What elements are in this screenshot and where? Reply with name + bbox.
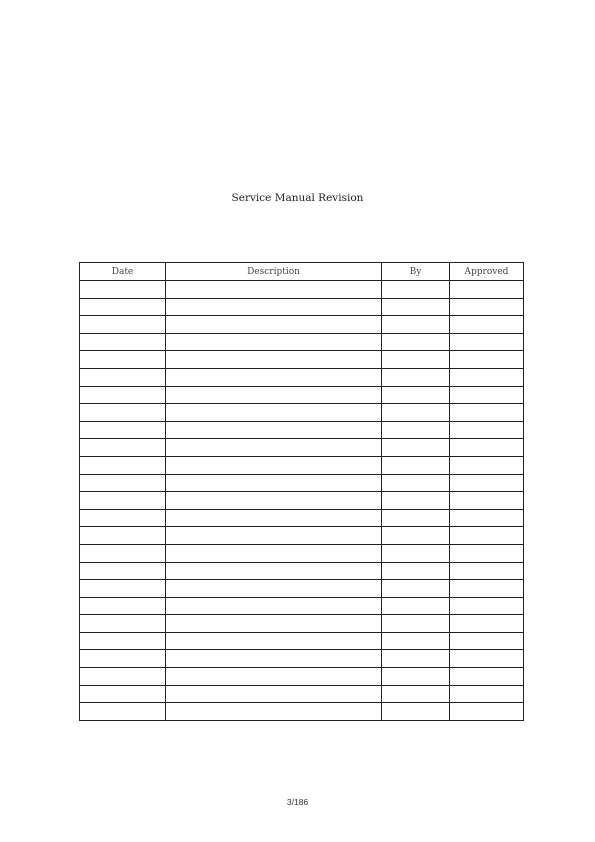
- description-cell: [166, 632, 382, 650]
- description-cell: [166, 421, 382, 439]
- description-cell: [166, 668, 382, 686]
- approved-cell: [450, 474, 524, 492]
- by-cell: [382, 632, 450, 650]
- by-cell: [382, 439, 450, 457]
- description-cell: [166, 685, 382, 703]
- table-row: [80, 456, 524, 474]
- date-cell: [80, 298, 166, 316]
- table-row: [80, 597, 524, 615]
- date-cell: [80, 597, 166, 615]
- approved-cell: [450, 509, 524, 527]
- approved-cell: [450, 404, 524, 422]
- approved-cell: [450, 668, 524, 686]
- date-cell: [80, 527, 166, 545]
- table-header: [80, 263, 524, 281]
- approved-cell: [450, 368, 524, 386]
- table-row: [80, 421, 524, 439]
- approved-cell: [450, 333, 524, 351]
- approved-cell: [450, 527, 524, 545]
- date-cell: [80, 632, 166, 650]
- description-cell: [166, 562, 382, 580]
- date-cell: [80, 580, 166, 598]
- date-cell: [80, 615, 166, 633]
- date-cell: [80, 368, 166, 386]
- description-cell: [166, 298, 382, 316]
- approved-cell: [450, 562, 524, 580]
- table-row: [80, 544, 524, 562]
- date-cell: [80, 351, 166, 369]
- approved-cell: [450, 298, 524, 316]
- by-cell: [382, 703, 450, 721]
- date-cell: [80, 421, 166, 439]
- approved-cell: [450, 492, 524, 510]
- by-cell: [382, 281, 450, 299]
- by-cell: [382, 298, 450, 316]
- table-body: [80, 281, 524, 721]
- approved-cell: [450, 456, 524, 474]
- table-row: [80, 368, 524, 386]
- by-cell: [382, 333, 450, 351]
- date-cell: [80, 668, 166, 686]
- date-cell: [80, 386, 166, 404]
- description-cell: [166, 333, 382, 351]
- date-cell: [80, 439, 166, 457]
- header-description: Description: [166, 263, 382, 281]
- approved-cell: [450, 421, 524, 439]
- page-number: 3/186: [286, 797, 309, 807]
- table-row: [80, 474, 524, 492]
- table-row: [80, 492, 524, 510]
- table-row: [80, 650, 524, 668]
- date-cell: [80, 316, 166, 334]
- by-cell: [382, 615, 450, 633]
- approved-cell: [450, 351, 524, 369]
- by-cell: [382, 685, 450, 703]
- approved-cell: [450, 544, 524, 562]
- table-row: [80, 404, 524, 422]
- table-row: [80, 351, 524, 369]
- by-cell: [382, 421, 450, 439]
- table-row: [80, 632, 524, 650]
- description-cell: [166, 351, 382, 369]
- by-cell: [382, 368, 450, 386]
- approved-cell: [450, 632, 524, 650]
- approved-cell: [450, 597, 524, 615]
- by-cell: [382, 492, 450, 510]
- date-cell: [80, 562, 166, 580]
- date-cell: [80, 544, 166, 562]
- description-cell: [166, 544, 382, 562]
- description-cell: [166, 474, 382, 492]
- header-by: By: [382, 263, 450, 281]
- by-cell: [382, 404, 450, 422]
- date-cell: [80, 703, 166, 721]
- description-cell: [166, 597, 382, 615]
- by-cell: [382, 597, 450, 615]
- table-row: [80, 316, 524, 334]
- description-cell: [166, 650, 382, 668]
- approved-cell: [450, 316, 524, 334]
- by-cell: [382, 580, 450, 598]
- by-cell: [382, 527, 450, 545]
- description-cell: [166, 316, 382, 334]
- table-row: [80, 703, 524, 721]
- date-cell: [80, 404, 166, 422]
- approved-cell: [450, 650, 524, 668]
- header-date: Date: [80, 263, 166, 281]
- description-cell: [166, 456, 382, 474]
- revision-table: [79, 262, 524, 721]
- table-row: [80, 562, 524, 580]
- description-cell: [166, 368, 382, 386]
- description-cell: [166, 703, 382, 721]
- table-row: [80, 685, 524, 703]
- table-row: [80, 439, 524, 457]
- by-cell: [382, 456, 450, 474]
- by-cell: [382, 544, 450, 562]
- date-cell: [80, 281, 166, 299]
- date-cell: [80, 456, 166, 474]
- header-row: [80, 263, 524, 281]
- description-cell: [166, 281, 382, 299]
- approved-cell: [450, 580, 524, 598]
- date-cell: [80, 685, 166, 703]
- table-row: [80, 527, 524, 545]
- table-row: [80, 281, 524, 299]
- approved-cell: [450, 386, 524, 404]
- table-row: [80, 386, 524, 404]
- date-cell: [80, 474, 166, 492]
- date-cell: [80, 492, 166, 510]
- description-cell: [166, 615, 382, 633]
- page-title: Service Manual Revision: [231, 192, 364, 204]
- date-cell: [80, 333, 166, 351]
- approved-cell: [450, 281, 524, 299]
- date-cell: [80, 509, 166, 527]
- table-row: [80, 298, 524, 316]
- approved-cell: [450, 703, 524, 721]
- header-approved: Approved: [450, 263, 524, 281]
- description-cell: [166, 492, 382, 510]
- table-row: [80, 580, 524, 598]
- by-cell: [382, 562, 450, 580]
- by-cell: [382, 509, 450, 527]
- approved-cell: [450, 685, 524, 703]
- description-cell: [166, 509, 382, 527]
- description-cell: [166, 580, 382, 598]
- table-row: [80, 668, 524, 686]
- by-cell: [382, 650, 450, 668]
- approved-cell: [450, 439, 524, 457]
- table-row: [80, 333, 524, 351]
- by-cell: [382, 316, 450, 334]
- table-row: [80, 509, 524, 527]
- by-cell: [382, 668, 450, 686]
- by-cell: [382, 351, 450, 369]
- approved-cell: [450, 615, 524, 633]
- description-cell: [166, 386, 382, 404]
- date-cell: [80, 650, 166, 668]
- table-row: [80, 615, 524, 633]
- by-cell: [382, 474, 450, 492]
- description-cell: [166, 439, 382, 457]
- description-cell: [166, 527, 382, 545]
- description-cell: [166, 404, 382, 422]
- by-cell: [382, 386, 450, 404]
